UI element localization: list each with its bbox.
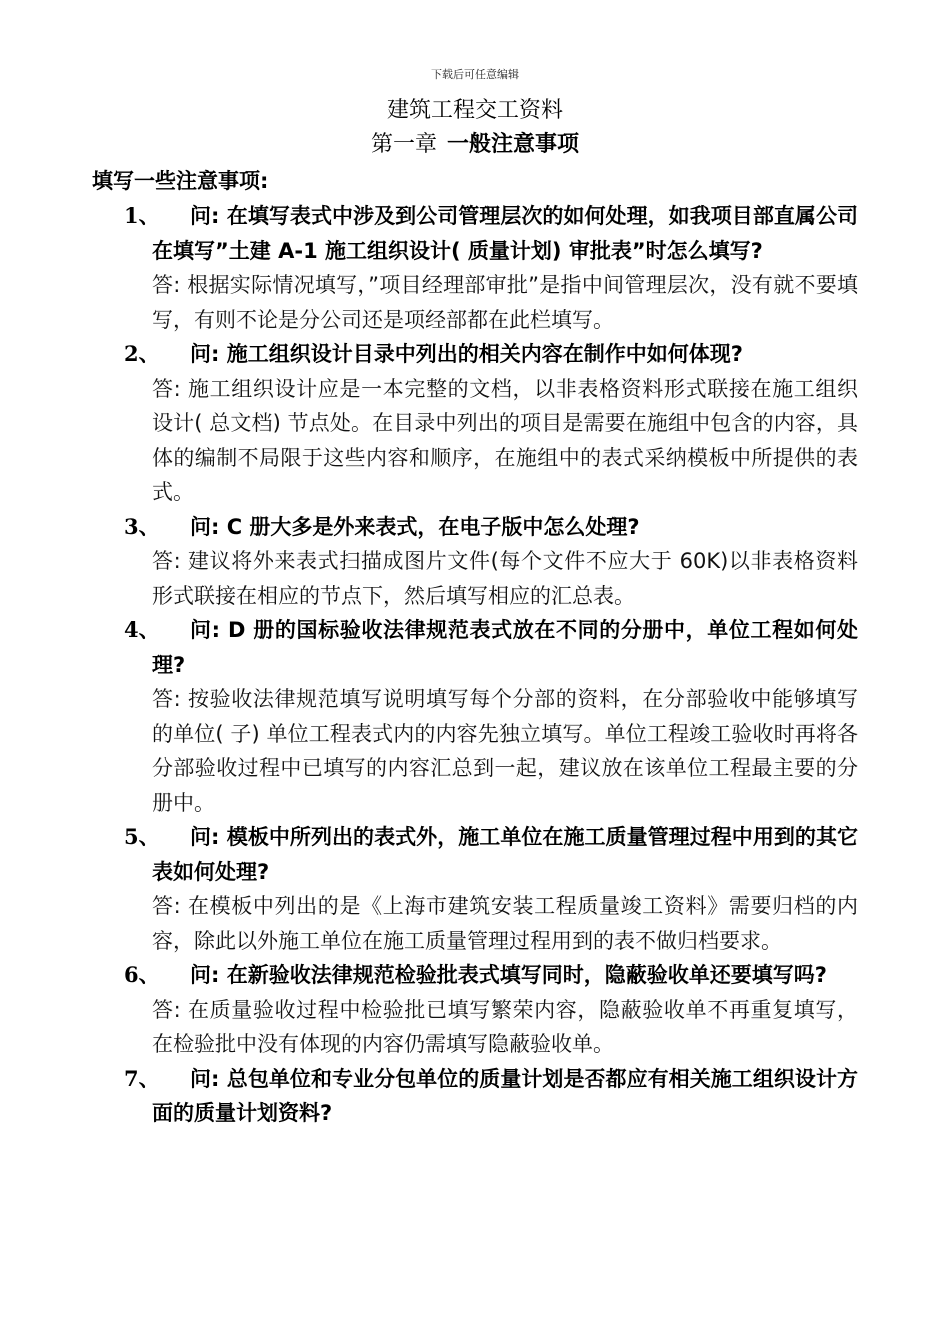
question (0, 820, 950, 889)
qa-item (0, 510, 950, 614)
chapter-name: 一般注意事项 (447, 132, 580, 157)
qa-item (0, 337, 950, 510)
question (0, 199, 950, 268)
question (0, 613, 950, 682)
qa-item (0, 820, 950, 958)
chapter-number: 第一章 (370, 132, 437, 157)
item-number: 4、 (124, 617, 160, 642)
answer-text: 答: 在质量验收过程中检验批已填写繁荣内容，隐蔽验收单不再重复填写，在检验批中没有体现的内容仍需填写隐蔽验收单。 (152, 997, 858, 1056)
answer-text: 答: 施工组织设计应是一本完整的文档，以非表格资料形式联接在施工组织设计( 总文档) 节点处。在目录中列出的项目是需要在施组中包含的内容，具体的编制不局限于这些内容和顺序，在施组中的表式采纳模板中所提供的表式。 (152, 376, 858, 504)
question-text: 问: C 册大多是外来表式，在电子版中怎么处理? (190, 514, 640, 539)
question-text: 问: 在新验收法律规范检验批表式填写同时，隐蔽验收单还要填写吗? (190, 963, 827, 987)
item-number: 6、 (124, 962, 160, 987)
question (0, 958, 950, 993)
qa-list (0, 199, 950, 1131)
qa-item (0, 958, 950, 1062)
question-text: 问: 在填写表式中涉及到公司管理层次的如何处理，如我项目部直属公司在填写”土建 A-1 施工组织设计( 质量计划) 审批表”时怎么填写? (152, 204, 858, 263)
qa-item (0, 613, 950, 820)
answer-text: 答: 按验收法律规范填写说明填写每个分部的资料，在分部验收中能够填写的单位( 子) 单位工程表式内的内容先独立填写。单位工程竣工验收时再将各分部验收过程中已填写的内容汇总到一起，建议放在该单位工程最主要的分册中。 (152, 687, 858, 815)
item-number: 3、 (124, 513, 160, 539)
answer-text: 答: 建议将外来表式扫描成图片文件(每个文件不应大于 60K)以非表格资料形式联接在相应的节点下，然后填写相应的汇总表。 (152, 549, 858, 608)
item-number: 2、 (124, 341, 160, 366)
item-number: 5、 (124, 824, 160, 849)
intro-heading: 填写一些注意事项: (92, 169, 269, 193)
question (0, 510, 950, 545)
question-text: 问: D 册的国标验收法律规范表式放在不同的分册中，单位工程如何处理? (152, 618, 858, 677)
question-text: 问: 模板中所列出的表式外，施工单位在施工质量管理过程中用到的其它表如何处理? (152, 825, 858, 884)
header-note: 下载后可任意编辑 (431, 68, 519, 81)
question (0, 1062, 950, 1131)
question-text: 问: 总包单位和专业分包单位的质量计划是否都应有相关施工组织设计方面的质量计划资料? (152, 1066, 858, 1125)
chapter-heading (0, 130, 950, 160)
item-number: 1、 (124, 203, 160, 228)
document-title: 建筑工程交工资料 (386, 98, 563, 123)
qa-item (0, 1062, 950, 1131)
qa-item (0, 199, 950, 337)
question (0, 337, 950, 372)
item-number: 7、 (124, 1065, 160, 1091)
answer-text: 答: 根据实际情况填写，”项目经理部审批”是指中间管理层次，没有就不要填写，有则不论是分公司还是项经部都在此栏填写。 (152, 273, 858, 332)
answer-text: 答: 在模板中列出的是《上海市建筑安装工程质量竣工资料》需要归档的内容，除此以外施工单位在施工质量管理过程用到的表不做归档要求。 (152, 894, 858, 953)
question-text: 问: 施工组织设计目录中列出的相关内容在制作中如何体现? (190, 342, 743, 366)
